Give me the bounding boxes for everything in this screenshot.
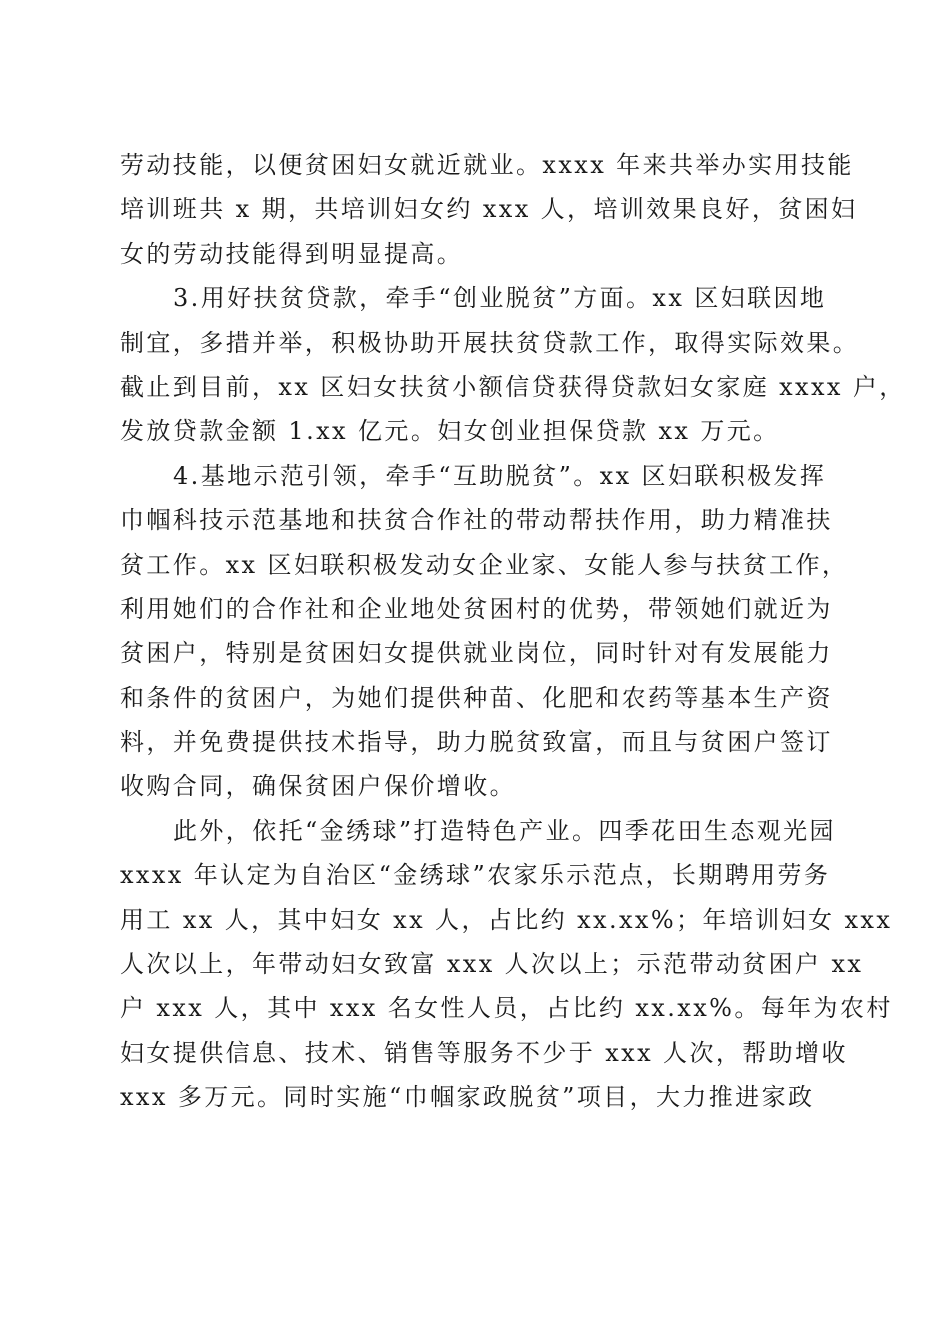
document-body — [120, 143, 906, 1120]
text-line: 劳动技能，以便贫困妇女就近就业。xxxx 年来共举办实用技能 — [120, 151, 854, 179]
paragraph-start: 此外，依托“金绣球”打造特色产业。四季花田生态观光园 — [173, 816, 836, 845]
text-line: 户 xxx 人，其中 xxx 名女性人员，占比约 xx.xx%。每年为农村 — [120, 994, 893, 1023]
text-line: 培训班共 x 期，共培训妇女约 xxx 人，培训效果良好，贫困妇 — [120, 195, 858, 224]
text-line: 发放贷款金额 1.xx 亿元。妇女创业担保贷款 xx 万元。 — [120, 417, 780, 446]
text-line: 妇女提供信息、技术、销售等服务不少于 xxx 人次，帮助增收 — [120, 1038, 848, 1067]
text-line: 贫工作。xx 区妇联积极发动女企业家、女能人参与扶贫工作， — [120, 550, 849, 579]
text-line: 人次以上，年带动妇女致富 xxx 人次以上；示范带动贫困户 xx — [120, 950, 864, 979]
text-line: 料，并免费提供技术指导，助力脱贫致富，而且与贫困户签订 — [120, 728, 833, 757]
text-line: 女的劳动技能得到明显提高。 — [120, 239, 464, 268]
text-line: 巾帼科技示范基地和扶贫合作社的带动帮扶作用，助力精准扶 — [120, 506, 833, 535]
text-line: 截止到目前，xx 区妇女扶贫小额信贷获得贷款妇女家庭 xxxx 户， — [120, 372, 906, 401]
text-line: xxxx 年认定为自治区“金绣球”农家乐示范点，长期聘用劳务 — [120, 861, 831, 890]
text-line: 收购合同，确保贫困户保价增收。 — [120, 772, 516, 801]
paragraph-heading-3: 3.用好扶贫贷款，牵手“创业脱贫”方面。xx 区妇联因地 — [173, 284, 827, 313]
text-line: 用工 xx 人，其中妇女 xx 人，占比约 xx.xx%；年培训妇女 xxx — [120, 905, 893, 934]
text-line: 利用她们的合作社和企业地处贫困村的优势，带领她们就近为 — [120, 594, 833, 623]
text-line: 和条件的贫困户，为她们提供种苗、化肥和农药等基本生产资 — [120, 683, 833, 712]
text-line: 制宜，多措并举，积极协助开展扶贫贷款工作，取得实际效果。 — [120, 328, 860, 357]
text-line: xxx 多万元。同时实施“巾帼家政脱贫”项目，大力推进家政 — [120, 1083, 815, 1112]
paragraph-heading-4: 4.基地示范引领，牵手“互助脱贫”。xx 区妇联积极发挥 — [173, 461, 827, 490]
text-line: 贫困户，特别是贫困妇女提供就业岗位，同时针对有发展能力 — [120, 639, 833, 668]
